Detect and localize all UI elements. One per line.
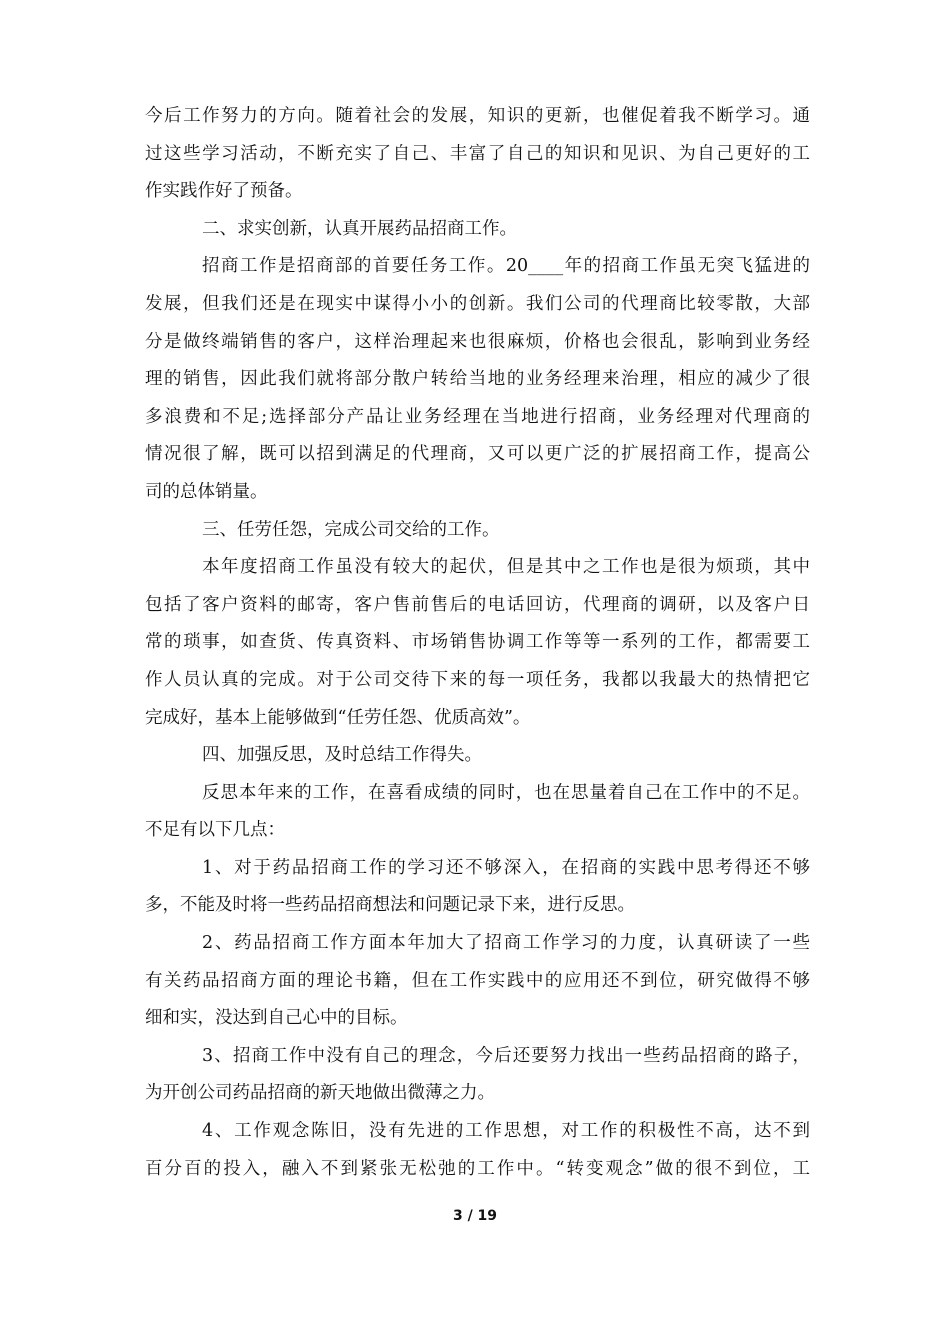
page-number: 3 / 19: [452, 1208, 498, 1224]
text-line: 反思本年来的工作，在喜看成绩的同时，也在思量着自己在工作中的不足。: [202, 782, 810, 803]
text-line: 招商工作是招商部的首要任务工作。20____年的招商工作虽无突飞猛进的: [202, 256, 810, 277]
text-line: 不足有以下几点：: [145, 820, 285, 841]
text-line: 理的销售，因此我们就将部分散户转给当地的业务经理来治理，相应的减少了很: [145, 369, 810, 390]
list-item: 4、工作观念陈旧，没有先进的工作思想，对工作的积极性不高，达不到: [202, 1121, 810, 1142]
list-item: 2、药品招商工作方面本年加大了招商工作学习的力度，认真研读了一些: [202, 933, 810, 954]
text-line: 细和实，没达到自己心中的目标。: [145, 1008, 408, 1029]
text-line: 今后工作努力的方向。随着社会的发展，知识的更新，也催促着我不断学习。通: [145, 106, 810, 126]
text-line: 多，不能及时将一些药品招商想法和问题记录下来，进行反思。: [145, 895, 635, 916]
text-line: 本年度招商工作虽没有较大的起伏，但是其中之工作也是很为烦琐，其中: [202, 557, 810, 578]
text-line: 多浪费和不足;选择部分产品让业务经理在当地进行招商，业务经理对代理商的: [145, 406, 810, 427]
text-line: 情况很了解，既可以招到满足的代理商，又可以更广泛的扩展招商工作，提高公: [145, 444, 810, 465]
list-item: 3、招商工作中没有自己的理念，今后还要努力找出一些药品招商的路子，: [202, 1045, 810, 1066]
text-line: 常的琐事，如查货、传真资料、市场销售协调工作等等一系列的工作，都需要工: [145, 632, 810, 653]
list-item: 1、对于药品招商工作的学习还不够深入，在招商的实践中思考得还不够: [202, 857, 810, 878]
text-line: 发展，但我们还是在现实中谋得小小的创新。我们公司的代理商比较零散，大部: [145, 293, 810, 314]
text-line: 分是做终端销售的客户，这样治理起来也很麻烦，价格也会很乱，影响到业务经: [145, 331, 810, 352]
text-line: 作实践作好了预备。: [145, 181, 303, 202]
text-line: 包括了客户资料的邮寄，客户售前售后的电话回访，代理商的调研，以及客户日: [145, 594, 810, 615]
text-line: 作人员认真的完成。对于公司交待下来的每一项任务，我都以我最大的热情把它: [145, 669, 810, 690]
text-line: 有关药品招商方面的理论书籍，但在工作实践中的应用还不到位，研究做得不够: [145, 970, 810, 991]
text-line: 司的总体销量。: [145, 481, 268, 502]
text-line: 百分百的投入，融入不到紧张无松弛的工作中。“转变观念”做的很不到位，工: [145, 1158, 810, 1179]
section-heading: 二、求实创新，认真开展药品招商工作。: [202, 218, 517, 239]
text-line: 完成好，基本上能够做到“任劳任怨、优质高效”。: [145, 707, 531, 728]
text-line: 为开创公司药品招商的新天地做出微薄之力。: [145, 1083, 495, 1104]
section-heading: 三、任劳任怨，完成公司交给的工作。: [202, 519, 500, 540]
text-line: 过这些学习活动，不断充实了自己、丰富了自己的知识和见识、为自己更好的工: [145, 143, 810, 164]
document-body: [145, 98, 810, 1188]
section-heading: 四、加强反思，及时总结工作得失。: [202, 745, 482, 766]
